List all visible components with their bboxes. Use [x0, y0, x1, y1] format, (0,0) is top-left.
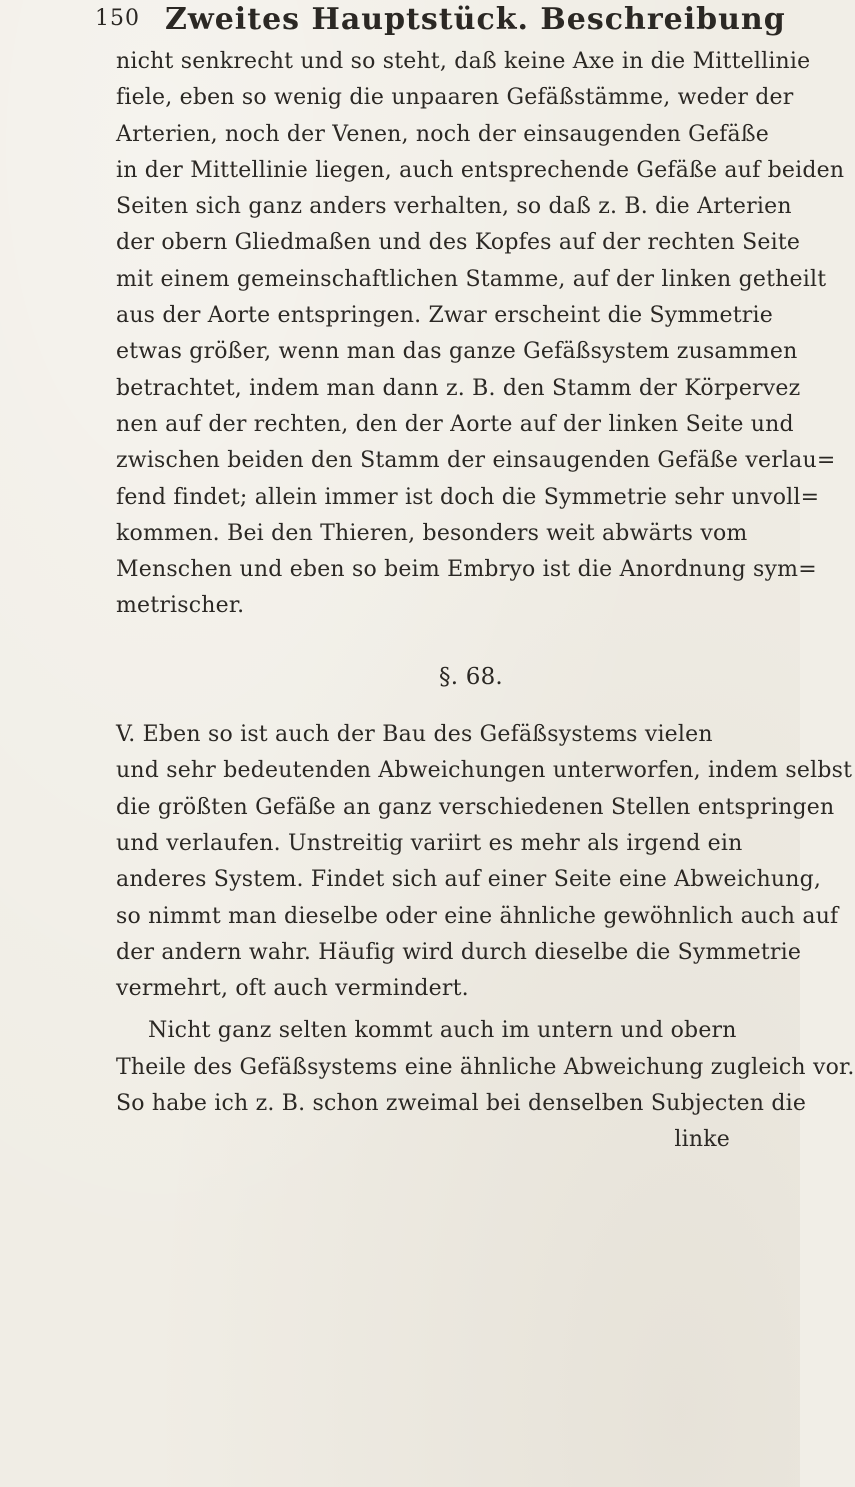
text-line: Menschen und eben so beim Embryo ist die Anordnung sym= [116, 557, 817, 583]
text-line: Arterien, noch der Venen, noch der einsaugenden Gefäße [116, 121, 769, 147]
text-line: So habe ich z. B. schon zweimal bei denselben Subjecten die [116, 1091, 807, 1117]
text-line: anderes System. Findet sich auf einer Seite eine Abweichung, [116, 867, 822, 893]
text-line: und verlaufen. Unstreitig variirt es mehr als irgend ein [116, 830, 743, 856]
paragraph-2 [116, 717, 853, 1007]
page-number: 150 [95, 6, 140, 31]
text-line: mit einem gemeinschaftlichen Stamme, auf der linken getheilt [116, 266, 827, 292]
text-line: fiele, eben so wenig die unpaaren Gefäßstämme, weder der [116, 85, 794, 111]
text-line: der andern wahr. Häufig wird durch dieselbe die Symmetrie [116, 939, 802, 965]
body-text [116, 44, 855, 1159]
text-line: zwischen beiden den Stamm der einsaugenden Gefäße verlau= [116, 448, 836, 474]
text-line: die größten Gefäße an ganz verschiedenen Stellen entspringen [116, 794, 835, 820]
text-line: der obern Gliedmaßen und des Kopfes auf der rechten Seite [116, 230, 801, 256]
text-line: Nicht ganz selten kommt auch im untern und obern [148, 1018, 737, 1044]
text-line: und sehr bedeutenden Abweichungen unterworfen, indem selbst [116, 758, 853, 784]
catchword: linke [674, 1127, 730, 1153]
running-head: Zweites Hauptstück. Beschreibung [165, 2, 786, 37]
text-line: aus der Aorte entspringen. Zwar erscheint die Symmetrie [116, 303, 773, 329]
text-line: nicht senkrecht und so steht, daß keine Axe in die Mittellinie [116, 49, 811, 74]
text-line: V. Eben so ist auch der Bau des Gefäßsystems vielen [116, 722, 713, 748]
text-line: metrischer. [116, 593, 245, 619]
text-line: in der Mittellinie liegen, auch entsprechende Gefäße auf beiden [116, 157, 845, 183]
text-line: so nimmt man dieselbe oder eine ähnliche gewöhnlich auch auf [116, 903, 839, 929]
text-line: vermehrt, oft auch vermindert. [116, 976, 469, 1002]
text-line: betrachtet, indem man dann z. B. den Stamm der Körpervez [116, 375, 801, 401]
text-line: nen auf der rechten, den der Aorte auf der linken Seite und [116, 411, 794, 437]
paragraph-1 [116, 44, 845, 625]
text-line: Seiten sich ganz anders verhalten, so daß z. B. die Arterien [116, 194, 792, 220]
text-line: Theile des Gefäßsystems eine ähnliche Abweichung zugleich vor. [116, 1054, 855, 1080]
section-heading: §. 68. [439, 663, 503, 690]
text-line: fend findet; allein immer ist doch die Symmetrie sehr unvoll= [116, 484, 820, 510]
text-line: etwas größer, wenn man das ganze Gefäßsystem zusammen [116, 339, 798, 365]
page-header [95, 0, 786, 40]
text-line: kommen. Bei den Thieren, besonders weit abwärts vom [116, 520, 748, 546]
paragraph-3 [116, 1013, 855, 1158]
